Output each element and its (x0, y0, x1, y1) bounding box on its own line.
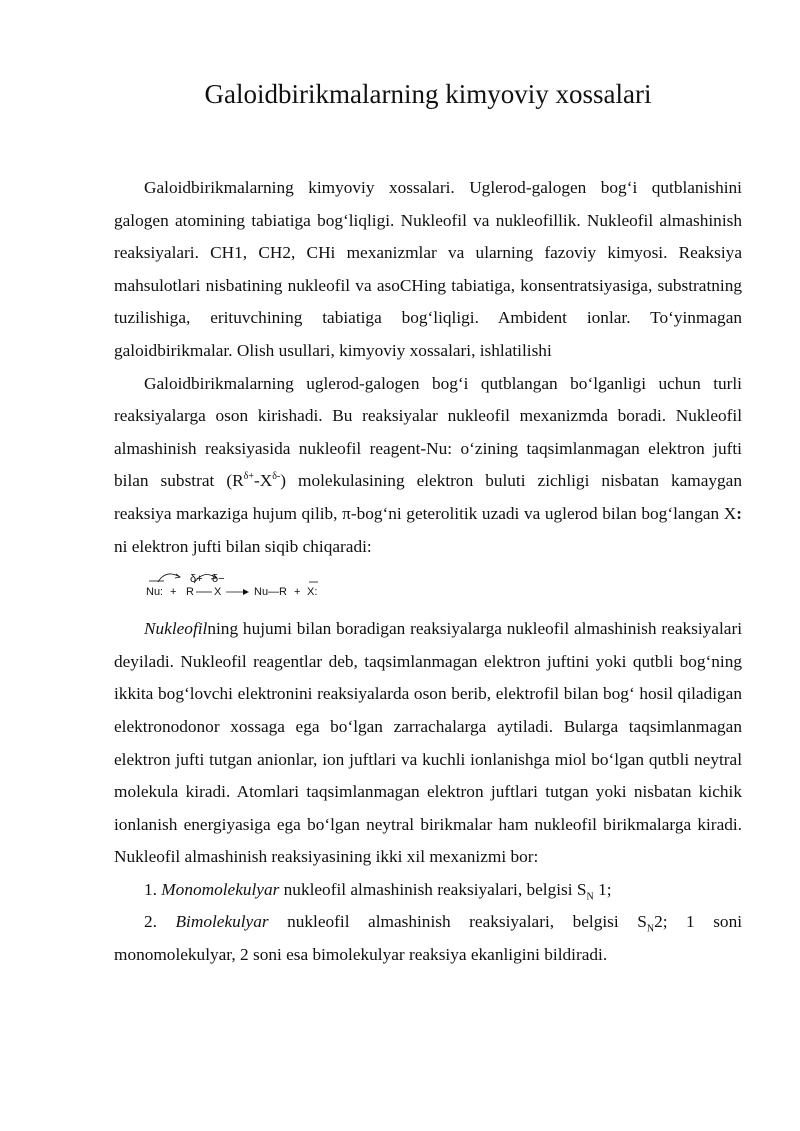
substrate-x-label: X (214, 586, 222, 599)
paragraph-intro: Galoidbirikmalarning kimyoviy xossalari. Uglerod-galogen bog‘i qutblanishini galogen atomining tabiatiga bog‘liqligi. Nukleofil va nukleofillik. Nukleofil almashinish reaksiyalari. CH1, CH2, CHi mexanizmlar va ularning fazoviy kimyosi. Reaksiya mahsulotlari nisbatining nukleofil va asoCHing tabiatiga, konsentratsiyasiga, substratning tuzilishiga, erituvchining tabiatiga bog‘liqligi. Ambident ionlar. To‘yinmagan galoidbirikmalar. Olish usullari, kimyoviy xossalari, ishlatilishi (114, 178, 742, 360)
halide-ion-label: X: (307, 586, 318, 599)
reaction-equation (114, 565, 742, 607)
paragraph-nucleophile: Nukleofilning hujumi bilan boradigan reaksiyalarga nukleofil almashinish reaksiyalari deyiladi. Nukleofil reagentlar deb, taqsimlanmagan elektron juftini yoki qutbli bog‘ning ikkita bog‘lovchi elektronini reaksiyalarda oson berib, elektrofil bilan bog‘ hosil qiladigan elektronodonor xossaga ega bo‘lgan zarrachalarga aytiladi. Bularga taqsimlanmagan elektron jufti tutgan anionlar, ion juftlari va kuchli ionlanishga miol bo‘lgan qutbli neytral molekula kiradi. Atomlari taqsimlanmagan elektron juftlari tutgan yoki nisbatan kichik ionlanish energiyasiga ega bo‘lgan neytral birikmalar ham nukleofil birikmalarga kiradi. Nukleofil almashinish reaksiyasining ikki xil mexanizmi bor: (114, 619, 742, 867)
plus-sign: + (170, 586, 177, 599)
list-item-sn2: 2. Bimolekulyar nukleofil almashinish reaksiyalari, belgisi $S_N2$; 1 soni monomolekulyar, 2 soni esa bimolekulyar reaksiya ekanligini bildiradi. (114, 912, 743, 965)
document-body (114, 172, 742, 972)
delta-plus-label: δ+ (190, 573, 203, 586)
delta-minus-label: δ− (212, 573, 225, 586)
reaction-equation-figure (144, 565, 384, 605)
substrate-r-label: R (186, 586, 194, 599)
plus-sign-2: + (294, 586, 301, 599)
page-title: Galoidbirikmalarning kimyoviy xossalari (204, 79, 652, 109)
list-item-sn1: 1. Monomolekulyar nukleofil almashinish reaksiyalari, belgisi $S_N$ 1; (144, 879, 612, 903)
nucleophile-label: Nu: (146, 586, 164, 599)
product-label: Nu—R (254, 586, 288, 599)
paragraph-mechanism: Galoidbirikmalarning uglerod-galogen bog‘i qutblangan bo‘lganligi uchun turli reaksiyalarga oson kirishadi. Bu reaksiyalar nukleofil mexanizmda boradi. Nukleofil almashinish reaksiyasida nukleofil reagent-Nu: o‘zining taqsimlanmagan elektron jufti bilan substrat $(R^{\delta+}-X^{\delta-})$ molekulasining elektron buluti zichligi nisbatan kamaygan reaksiya markaziga hujum qilib, π-bog‘ni geterolitik uzadi va uglerod bilan bog‘langan X: ni elektron jufti bilan siqib chiqaradi: (114, 373, 742, 556)
